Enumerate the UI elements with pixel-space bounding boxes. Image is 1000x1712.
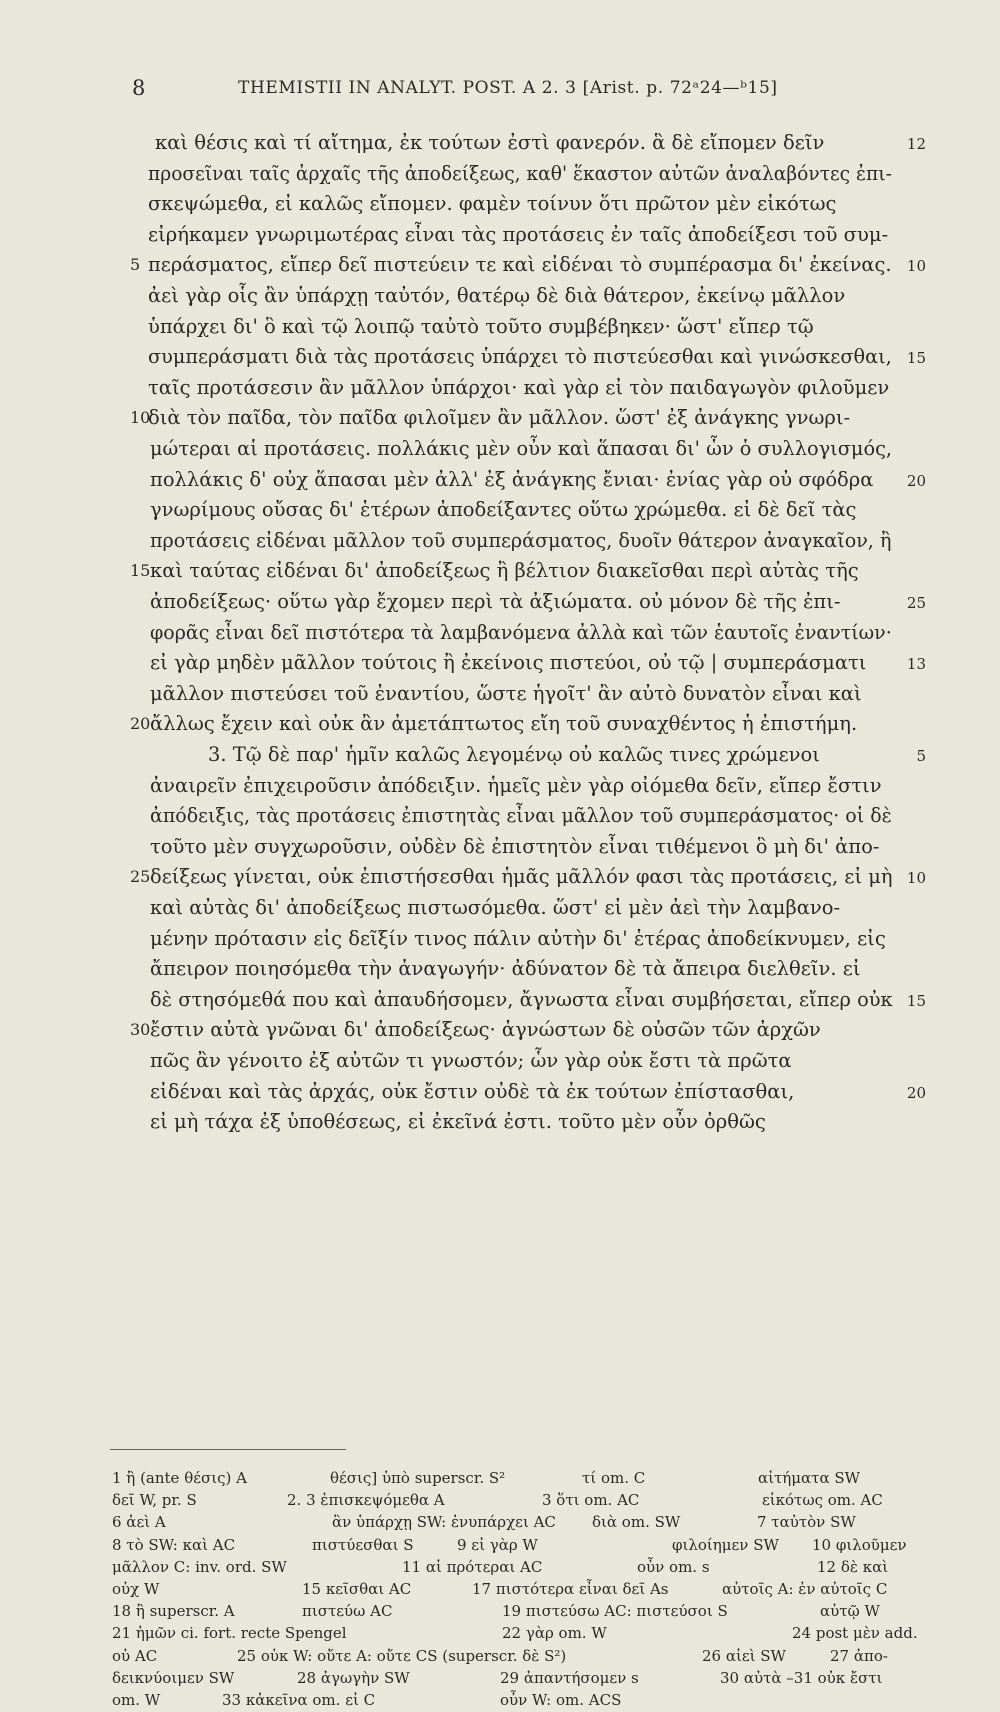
text-line [150, 771, 900, 801]
line-number-right: 15 [906, 349, 926, 368]
line-number-right: 12 [906, 135, 926, 153]
apparatus-entry: 24 post μὲν add. [792, 1624, 918, 1643]
line-text: 3. Τῷ δὲ παρ' ἡμῖν καλῶς λεγομένῳ οὐ καλῶς τινες χρώμενοι [208, 743, 820, 766]
text-line [148, 220, 900, 250]
line-text: ἔστιν αὐτὰ γνῶναι δι' ἀποδείξεως· ἀγνώστων δὲ οὐσῶν τῶν ἀρχῶν [150, 1018, 821, 1042]
line-text: ἀναιρεῖν ἐπιχειροῦσιν ἀπόδειξιν. ἡμεῖς μὲν γὰρ οἰόμεθα δεῖν, εἴπερ ἔστιν [150, 773, 882, 797]
text-line [150, 924, 900, 954]
apparatus-line [112, 1466, 902, 1490]
line-text: προτάσεις εἰδέναι μᾶλλον τοῦ συμπεράσματος, δυοῖν θάτερον ἀναγκαῖον, ἢ [150, 528, 892, 552]
apparatus-entry: θέσις] ὑπὸ superscr. S² [330, 1469, 506, 1487]
line-text: περάσματος, εἴπερ δεῖ πιστεύειν τε καὶ εἰδέναι τὸ συμπέρασμα δι' ἐκείνας. [148, 253, 892, 277]
line-number-left: 5 [130, 255, 141, 275]
apparatus-entry: πιστύεσθαι S [312, 1535, 414, 1554]
apparatus-entry: 17 πιστότερα εἶναι δεῖ As [472, 1580, 669, 1598]
apparatus-entry: διὰ om. SW [592, 1513, 681, 1532]
page-number: 8 [132, 76, 146, 100]
apparatus-entry: αὐτῷ W [820, 1602, 880, 1621]
text-line [150, 954, 900, 984]
apparatus-entry: τί om. C [582, 1469, 646, 1487]
line-text: καὶ ταύτας εἰδέναι δι' ἀποδείξεως ἢ βέλτιον διακεῖσθαι περὶ αὐτὰς τῆς [150, 559, 859, 583]
apparatus-entry: οὐχ W [112, 1580, 160, 1598]
running-head: THEMISTII IN ANALYT. POST. A 2. 3 [Arist. p. 72ᵃ24—ᵇ15] [238, 78, 778, 98]
line-text: διὰ τὸν παῖδα, τὸν παῖδα φιλοῖμεν ἂν μᾶλλον. ὥστ' ἐξ ἀνάγκης γνωρι- [148, 406, 851, 430]
text-line [148, 159, 900, 189]
line-text: συμπεράσματι διὰ τὰς προτάσεις ὑπάρχει τὸ πιστεύεσθαι καὶ γινώσκεσθαι, [148, 345, 892, 369]
apparatus-entry: 27 ἀπο- [830, 1646, 888, 1665]
page-header [0, 76, 1000, 106]
line-text: μένην πρότασιν εἰς δεῖξίν τινος πάλιν αὐτὴν δι' ἑτέρας ἀποδείκνυμεν, εἰς [150, 926, 886, 950]
text-line [148, 373, 900, 403]
apparatus-entry: 1 ἢ (ante θέσις) A [112, 1469, 247, 1487]
line-text: σκεψώμεθα, εἰ καλῶς εἴπομεν. φαμὲν τοίνυν ὅτι πρῶτον μὲν εἰκότως [148, 192, 837, 216]
line-number-right: 15 [906, 991, 926, 1010]
line-text: ἀποδείξεως· οὕτω γὰρ ἔχομεν περὶ τὰ ἀξιώματα. οὐ μόνον δὲ τῆς ἐπι- [150, 590, 841, 613]
text-line [130, 862, 926, 892]
line-number-right: 25 [906, 594, 926, 612]
line-number-left: 15 [130, 561, 151, 581]
line-text: προσεῖναι ταῖς ἀρχαῖς τῆς ἀποδείξεως, καθ' ἕκαστον αὐτῶν ἀναλαβόντες ἐπι- [148, 161, 892, 185]
line-text: μώτεραι αἱ προτάσεις. πολλάκις μὲν οὖν καὶ ἅπασαι δι' ὧν ὁ συλλογισμός, [150, 437, 893, 460]
line-number-right: 5 [916, 747, 926, 765]
text-line [150, 801, 900, 831]
apparatus-entry: 7 ταὐτὸν SW [757, 1513, 856, 1532]
apparatus-entry: 18 ἢ superscr. A [112, 1602, 235, 1621]
text-line [150, 1046, 900, 1076]
footnote-rule [110, 1449, 346, 1450]
apparatus-line [112, 1621, 918, 1645]
line-text: εἰρήκαμεν γνωριμωτέρας εἶναι τὰς προτάσεις ἐν ταῖς ἀποδείξεσι τοῦ συμ- [148, 222, 889, 246]
text-line [150, 434, 900, 464]
text-line [130, 1015, 900, 1045]
line-text: τοῦτο μὲν συγχωροῦσιν, οὐδὲν δὲ ἐπιστητὸν εἶναι τιθέμενοι ὃ μὴ δι' ἀπο- [150, 834, 880, 858]
line-number-right: 20 [906, 471, 926, 490]
apparatus-entry: 29 ἀπαντήσομεν s [500, 1668, 639, 1687]
line-number-left: 25 [130, 867, 151, 887]
apparatus-entry: 33 κἀκεῖνα om. εἰ C [222, 1691, 376, 1709]
text-line [130, 709, 900, 739]
text-line [150, 465, 926, 495]
text-line [150, 679, 900, 709]
line-text: εἰ μὴ τάχα ἐξ ὑποθέσεως, εἰ ἐκεῖνά ἐστι. τοῦτο μὲν οὖν ὀρθῶς [150, 1110, 766, 1134]
text-line [150, 618, 900, 648]
apparatus-entry: 19 πιστεύσω AC: πιστεύσοι S [502, 1602, 728, 1621]
apparatus-entry: 30 αὐτὰ –31 οὐκ ἔστι [720, 1668, 883, 1687]
apparatus-line [112, 1510, 902, 1534]
text-line [148, 342, 926, 372]
line-number-right: 10 [906, 257, 926, 276]
apparatus-entry: 3 ὅτι om. AC [542, 1491, 640, 1510]
apparatus-line [112, 1488, 902, 1512]
apparatus-entry: 26 αἰεὶ SW [702, 1646, 786, 1665]
apparatus-entry: 21 ἡμῶν ci. fort. recte Spengel [112, 1624, 347, 1643]
apparatus-line [112, 1644, 902, 1668]
line-number-left: 10 [130, 408, 151, 428]
line-text: γνωρίμους οὔσας δι' ἑτέρων ἀποδείξαντες οὕτω χρώμεθα. εἰ δὲ δεῖ τὰς [150, 498, 857, 522]
text-line [150, 832, 900, 862]
apparatus-line [112, 1577, 902, 1601]
apparatus-entry: 28 ἀγωγὴν SW [297, 1668, 410, 1687]
text-line [150, 1077, 926, 1107]
line-number-right: 10 [906, 869, 926, 888]
text-line [150, 648, 926, 678]
line-text: πολλάκις δ' οὐχ ἅπασαι μὲν ἀλλ' ἐξ ἀνάγκης ἔνιαι· ἐνίας γὰρ οὐ σφόδρα [150, 467, 874, 491]
text-line [150, 1107, 900, 1137]
text-line [150, 587, 926, 617]
text-line [150, 495, 900, 525]
line-number-left: 30 [130, 1020, 151, 1040]
apparatus-entry: 6 ἀεὶ A [112, 1513, 166, 1532]
apparatus-line [112, 1666, 902, 1690]
text-line [208, 740, 926, 770]
apparatus-entry: 9 εἰ γὰρ W [457, 1535, 538, 1554]
line-text: ἀεὶ γὰρ οἷς ἂν ὑπάρχῃ ταὐτόν, θατέρῳ δὲ διὰ θάτερον, ἐκείνῳ μᾶλλον [148, 284, 846, 307]
line-text: ὑπάρχει δι' ὃ καὶ τῷ λοιπῷ ταὐτὸ τοῦτο συμβέβηκεν· ὥστ' εἴπερ τῷ [148, 314, 814, 338]
line-text: μᾶλλον πιστεύσει τοῦ ἐναντίου, ὥστε ἡγοῖτ' ἂν αὐτὸ δυνατὸν εἶναι καὶ [150, 681, 862, 705]
text-line [130, 403, 900, 433]
line-text: καὶ θέσις καὶ τί αἴτημα, ἐκ τούτων ἐστὶ φανερόν. ἃ δὲ εἴπομεν δεῖν [155, 131, 825, 154]
apparatus-entry: 15 κεῖσθαι AC [302, 1580, 412, 1598]
apparatus-entry: οὐ AC [112, 1646, 158, 1665]
apparatus-entry: 12 δὲ καὶ [817, 1557, 889, 1576]
apparatus-line [112, 1599, 902, 1623]
apparatus-entry: δεικνύοιμεν SW [112, 1668, 235, 1687]
apparatus-line [112, 1688, 902, 1712]
line-text: δὲ στησόμεθά που καὶ ἀπαυδήσομεν, ἄγνωστα εἶναι συμβήσεται, εἴπερ οὐκ [150, 987, 893, 1011]
text-line [148, 312, 900, 342]
apparatus-entry: πιστεύω AC [302, 1602, 393, 1621]
text-line [130, 250, 926, 280]
line-text: ἄπειρον ποιησόμεθα τὴν ἀναγωγήν· ἀδύνατον δὲ τὰ ἄπειρα διελθεῖν. εἰ [150, 957, 861, 981]
line-text: καὶ αὐτὰς δι' ἀποδείξεως πιστωσόμεθα. ὥστ' εἰ μὲν ἀεὶ τὴν λαμβανο- [150, 896, 841, 919]
text-line [148, 281, 900, 311]
apparatus-entry: οὖν W: om. ACS [500, 1691, 622, 1709]
apparatus-line [112, 1533, 907, 1557]
text-line [150, 526, 900, 556]
apparatus-entry: εἰκότως om. AC [762, 1491, 883, 1510]
apparatus-entry: φιλοίημεν SW [672, 1535, 779, 1554]
apparatus-entry: αὐτοῖς A: ἐν αὐτοῖς C [722, 1580, 888, 1598]
line-number-right: 13 [906, 655, 926, 674]
text-line [155, 128, 926, 158]
apparatus-entry: 25 οὐκ W: οὔτε A: οὔτε CS (superscr. δὲ S²) [237, 1646, 567, 1665]
apparatus-entry: οὖν om. s [637, 1557, 710, 1576]
apparatus-entry: 22 γὰρ om. W [502, 1624, 607, 1643]
text-line [150, 893, 900, 923]
apparatus-entry: ἂν ὑπάρχῃ SW: ἐνυπάρχει AC [332, 1513, 556, 1532]
text-line [150, 985, 926, 1015]
apparatus-entry: 2. 3 ἐπισκεψόμεθα A [287, 1491, 445, 1510]
line-text: εἰδέναι καὶ τὰς ἀρχάς, οὐκ ἔστιν οὐδὲ τὰ ἐκ τούτων ἐπίστασθαι, [150, 1079, 795, 1103]
line-number-right: 20 [906, 1083, 926, 1102]
line-text: δείξεως γίνεται, οὐκ ἐπιστήσεσθαι ἡμᾶς μᾶλλόν φασι τὰς προτάσεις, εἰ μὴ [150, 865, 893, 889]
line-text: ταῖς προτάσεσιν ἂν μᾶλλον ὑπάρχοι· καὶ γὰρ εἰ τὸν παιδαγωγὸν φιλοῦμεν [148, 375, 890, 399]
line-text: ἄλλως ἔχειν καὶ οὐκ ἂν ἀμετάπτωτος εἴη τοῦ συναχθέντος ἡ ἐπιστήμη. [150, 712, 858, 736]
line-number-left: 20 [130, 714, 151, 734]
text-line [130, 556, 900, 586]
apparatus-entry: μᾶλλον C: inv. ord. SW [112, 1557, 287, 1576]
apparatus-entry: δεῖ W, pr. S [112, 1491, 197, 1510]
line-text: ἀπόδειξις, τὰς προτάσεις ἐπιστητὰς εἶναι μᾶλλον τοῦ συμπεράσματος· οἱ δὲ [150, 804, 892, 828]
line-text: πῶς ἂν γένοιτο ἐξ αὐτῶν τι γνωστόν; ὧν γὰρ οὐκ ἔστι τὰ πρῶτα [150, 1049, 792, 1072]
apparatus-entry: αἰτήματα SW [758, 1469, 861, 1487]
text-line [148, 189, 900, 219]
apparatus-line [112, 1555, 902, 1579]
apparatus-entry: 11 αἱ πρότεραι AC [402, 1557, 543, 1576]
line-text: φορᾶς εἶναι δεῖ πιστότερα τὰ λαμβανόμενα ἀλλὰ καὶ τῶν ἑαυτοῖς ἐναντίων· [150, 620, 892, 644]
apparatus-entry: om. W [112, 1691, 161, 1709]
apparatus-entry: 8 τὸ SW: καὶ AC [112, 1535, 236, 1554]
apparatus-entry: 10 φιλοῦμεν [812, 1535, 907, 1554]
line-text: εἰ γὰρ μηδὲν μᾶλλον τούτοις ἢ ἐκείνοις πιστεύοι, οὐ τῷ | συμπεράσματι [150, 651, 867, 675]
